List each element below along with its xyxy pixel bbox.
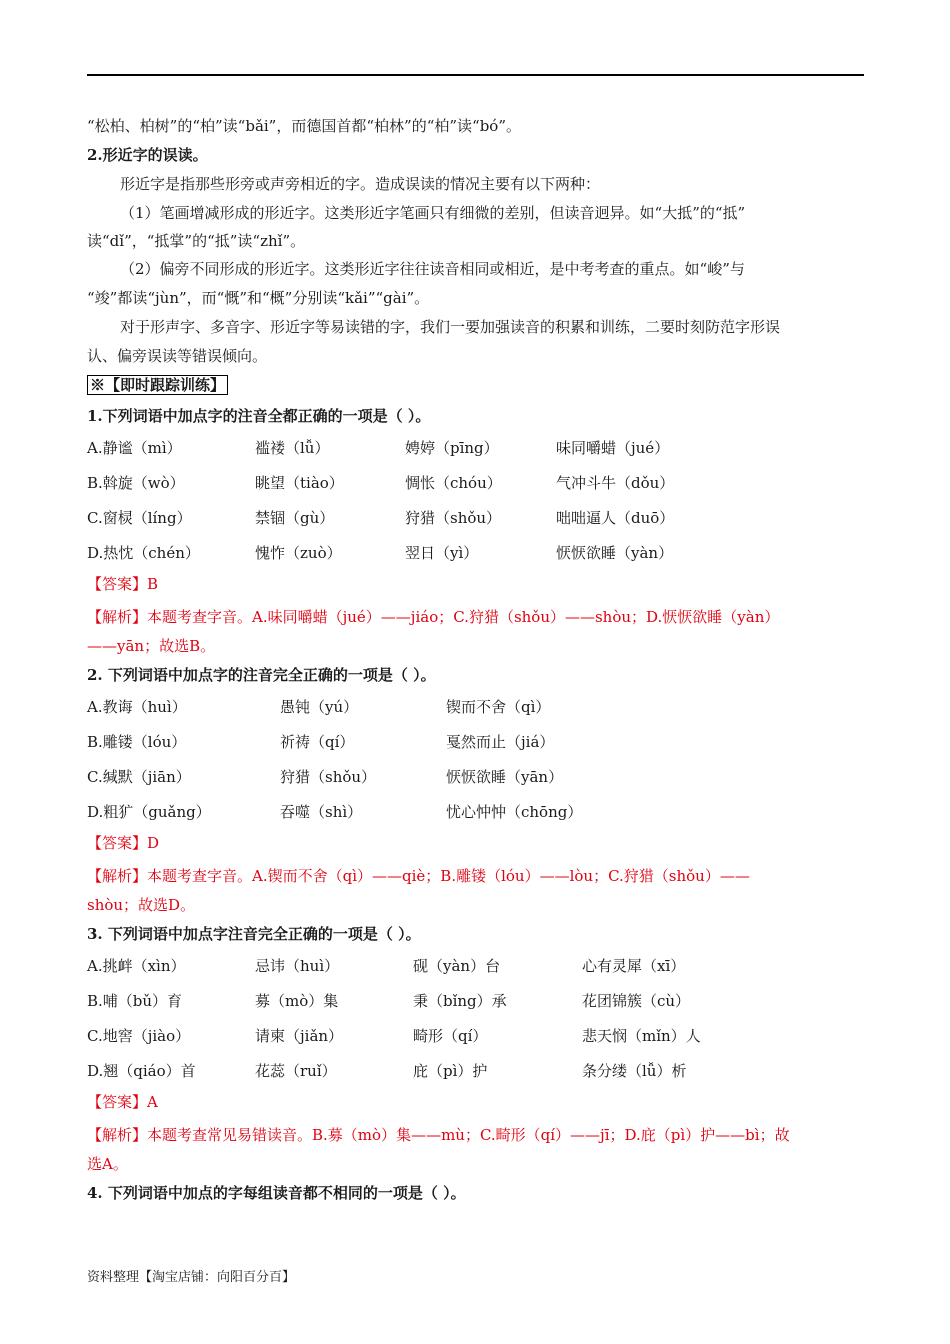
q1-option-a-3: 娉婷（pīng） — [405, 439, 499, 457]
intro-paragraph-3b: “竣”都读“jùn”，而“慨”和“概”分别读“kǎi”“gài”。 — [87, 289, 430, 307]
intro-paragraph-4b: 认、偏旁误读等错误倾向。 — [87, 347, 268, 365]
q3-analysis-2: 选A。 — [87, 1155, 128, 1173]
intro-paragraph-4a: 对于形声字、多音字、形近字等易读错的字，我们一要加强读音的积累和训练，二要时刻防范字形误 — [120, 318, 781, 336]
analysis-tag: 【解析】 — [87, 608, 148, 626]
q3-option-a-1: A.挑衅（xìn） — [87, 957, 186, 975]
q1-stem: 1.下列词语中加点字的注音全都正确的一项是（ ）。 — [87, 407, 431, 425]
answer-value: A — [147, 1093, 158, 1111]
q1-option-c-3: 狩猎（shǒu） — [405, 509, 502, 527]
analysis-tag: 【解析】 — [87, 1126, 148, 1144]
q2-option-d-3: 忧心忡忡（chōng） — [446, 803, 583, 821]
q3-option-b-2: 募（mò）集 — [255, 992, 339, 1010]
analysis-tag: 【解析】 — [87, 867, 148, 885]
section-title-box: ※【即时跟踪训练】 — [87, 375, 228, 395]
heading-2: 2.形近字的误读。 — [87, 146, 208, 164]
q3-option-a-3: 砚（yàn）台 — [413, 957, 501, 975]
q1-option-a-2: 褴褛（lǚ） — [255, 439, 330, 457]
q1-option-b-2: 眺望（tiào） — [255, 474, 344, 492]
answer-value: D — [147, 834, 160, 852]
q1-analysis-2: ——yān；故选B。 — [87, 637, 216, 655]
q3-answer — [87, 1091, 158, 1113]
answer-tag: 【答案】 — [87, 834, 148, 852]
intro-paragraph-2a: （1）笔画增减形成的形近字。这类形近字笔画只有细微的差别，但读音迥异。如“大抵”的“抵” — [120, 204, 746, 222]
section-title — [87, 374, 228, 396]
analysis-text: 本题考查字音。A.锲而不舍（qì）——qiè；B.雕镂（lóu）——lòu；C.狩猎（shǒu）—— — [147, 867, 750, 885]
q1-option-d-1: D.热忱（chén） — [87, 544, 200, 562]
q2-option-b-1: B.雕镂（lóu） — [87, 733, 187, 751]
q1-option-d-2: 愧怍（zuò） — [255, 544, 342, 562]
q1-answer — [87, 573, 158, 595]
q3-option-a-4: 心有灵犀（xī） — [582, 957, 686, 975]
q2-option-c-1: C.缄默（jiān） — [87, 768, 191, 786]
q3-option-c-4: 悲天悯（mǐn）人 — [582, 1027, 701, 1045]
q1-option-b-1: B.斡旋（wò） — [87, 474, 185, 492]
intro-paragraph-2b: 读“dǐ”，“抵掌”的“抵”读“zhǐ”。 — [87, 232, 306, 250]
q2-option-a-1: A.教诲（huì） — [87, 698, 187, 716]
q3-option-c-2: 请柬（jiǎn） — [255, 1027, 344, 1045]
q3-stem: 3. 下列词语中加点字注音完全正确的一项是（ ）。 — [87, 925, 421, 943]
q3-option-d-3: 庇（pì）护 — [413, 1062, 488, 1080]
q2-option-d-2: 吞噬（shì） — [280, 803, 363, 821]
q4-stem: 4. 下列词语中加点的字每组读音都不相同的一项是（ ）。 — [87, 1184, 466, 1202]
q3-option-b-1: B.哺（bǔ）育 — [87, 992, 183, 1010]
q2-analysis-2: shòu；故选D。 — [87, 896, 196, 914]
q2-option-a-3: 锲而不舍（qì） — [446, 698, 551, 716]
q1-option-b-4: 气冲斗牛（dǒu） — [556, 474, 675, 492]
q2-option-c-3: 恹恹欲睡（yān） — [446, 768, 564, 786]
q1-option-c-1: C.窗棂（líng） — [87, 509, 192, 527]
header-rule — [87, 74, 864, 76]
analysis-text: 本题考查常见易错读音。B.募（mò）集——mù；C.畸形（qí）——jī；D.庇（pì）护——bì；故 — [147, 1126, 790, 1144]
intro-paragraph-3a: （2）偏旁不同形成的形近字。这类形近字往往读音相同或相近，是中考考查的重点。如“峻”与 — [120, 260, 745, 278]
q1-option-c-2: 禁锢（gù） — [255, 509, 335, 527]
answer-value: B — [147, 575, 159, 593]
q1-option-a-4: 味同嚼蜡（jué） — [556, 439, 670, 457]
q1-option-d-3: 翌日（yì） — [405, 544, 479, 562]
q1-option-c-4: 咄咄逼人（duō） — [556, 509, 675, 527]
q2-option-b-3: 戛然而止（jiá） — [446, 733, 555, 751]
intro-line-1: “松柏、柏树”的“柏”读“bǎi”，而德国首都“柏林”的“柏”读“bó”。 — [87, 117, 521, 135]
q3-option-d-1: D.翘（qiáo）首 — [87, 1062, 196, 1080]
q1-analysis-1 — [87, 606, 779, 628]
answer-tag: 【答案】 — [87, 575, 148, 593]
analysis-text: 本题考查字音。A.味同嚼蜡（jué）——jiáo；C.狩猎（shǒu）——shòu；D.恹恹欲睡（yàn） — [147, 608, 780, 626]
q2-option-a-2: 愚钝（yú） — [280, 698, 359, 716]
q3-option-c-1: C.地窖（jiào） — [87, 1027, 191, 1045]
q2-analysis-1 — [87, 865, 750, 887]
q2-option-b-2: 祈祷（qí） — [280, 733, 355, 751]
page-footer: 资料整理【淘宝店铺：向阳百分百】 — [87, 1270, 296, 1285]
q3-option-d-2: 花蕊（ruǐ） — [255, 1062, 337, 1080]
q3-option-b-4: 花团锦簇（cù） — [582, 992, 691, 1010]
q3-option-d-4: 条分缕（lǚ）析 — [582, 1062, 687, 1080]
answer-tag: 【答案】 — [87, 1093, 148, 1111]
q1-option-d-4: 恹恹欲睡（yàn） — [556, 544, 674, 562]
q2-option-d-1: D.粗犷（guǎng） — [87, 803, 211, 821]
q1-option-a-1: A.静谧（mì） — [87, 439, 182, 457]
q3-analysis-1 — [87, 1124, 790, 1146]
q2-option-c-2: 狩猎（shǒu） — [280, 768, 377, 786]
intro-paragraph-1: 形近字是指那些形旁或声旁相近的字。造成误读的情况主要有以下两种： — [120, 175, 601, 193]
q1-option-b-3: 惆怅（chóu） — [405, 474, 502, 492]
q2-stem: 2. 下列词语中加点字的注音完全正确的一项是（ ）。 — [87, 666, 436, 684]
q3-option-c-3: 畸形（qí） — [413, 1027, 488, 1045]
q3-option-b-3: 秉（bǐng）承 — [413, 992, 507, 1010]
q2-answer — [87, 832, 159, 854]
q3-option-a-2: 忌讳（huì） — [255, 957, 340, 975]
